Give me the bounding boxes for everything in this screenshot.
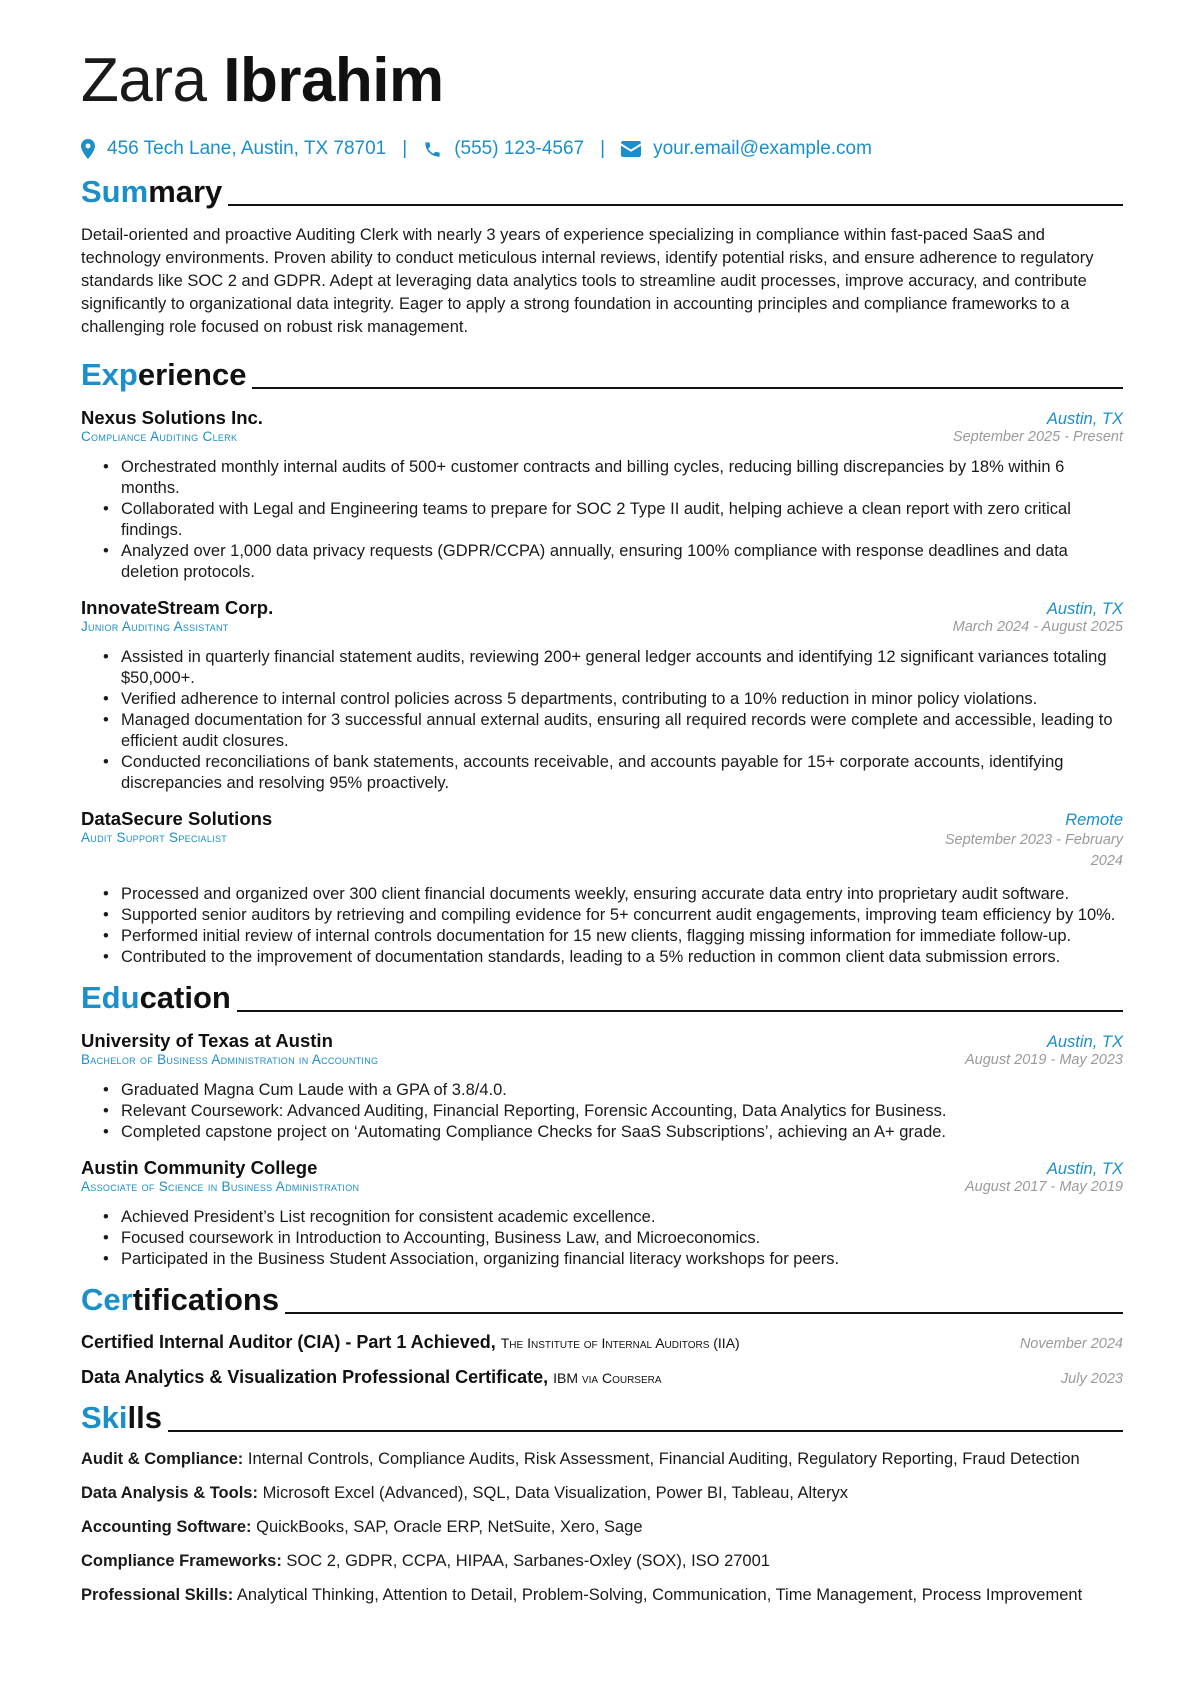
- phone-text: (555) 123-4567: [454, 138, 585, 159]
- section-title-accent: Exp: [81, 357, 138, 392]
- skill-value: Analytical Thinking, Attention to Detail, Problem-Solving, Communication, Time Management, Process Improvement: [236, 1586, 1083, 1604]
- certification-name: Data Analytics & Visualization Professional Certificate: [81, 1367, 544, 1387]
- certification-issuer: IBM via Coursera: [553, 1370, 662, 1386]
- section-title: [81, 1282, 279, 1318]
- bullet-item: • Collaborated with Legal and Engineering teams to prepare for SOC 2 Type II audit, helping achieve a clean report with zero critical findings.: [121, 499, 1123, 541]
- entry-location: Austin, TX: [1046, 410, 1123, 428]
- bullet-item: • Assisted in quarterly financial statement audits, reviewing 200+ general ledger accounts and identifying 12 significant variances totaling $50,000+.: [121, 647, 1123, 689]
- school-name: Austin Community College: [81, 1157, 318, 1178]
- entry-dates: August 2017 - May 2019: [965, 1179, 1123, 1195]
- section-rule: [285, 1312, 1123, 1314]
- job-title: Junior Auditing Assistant: [81, 619, 229, 634]
- bullet-item: • Achieved President’s List recognition for consistent academic excellence.: [121, 1207, 1123, 1228]
- entry-dates: August 2019 - May 2023: [965, 1052, 1123, 1068]
- email-item[interactable]: [621, 138, 872, 160]
- resume-content: [81, 40, 1123, 1606]
- address-item: [81, 138, 386, 160]
- degree-title: Associate of Science in Business Administration: [81, 1179, 360, 1194]
- summary-text: Detail-oriented and proactive Auditing Clerk with nearly 3 years of experience specializing in compliance within fast-paced SaaS and technology environments. Proven ability to conduct meticulous internal reviews, identify potential risks, and ensure adherence to regulatory standards like SOC 2 and GDPR. Adept at leveraging data analytics tools to streamline audit processes, improve accuracy, and contribute significantly to organizational data integrity. Eager to apply a strong foundation in accounting principles and compliance frameworks to a challenging role focused on robust risk management.: [81, 226, 1094, 336]
- bullet-item: • Analyzed over 1,000 data privacy requests (GDPR/CCPA) annually, ensuring 100% compliance with response deadlines and data deletion protocols.: [121, 541, 1123, 583]
- first-name: Zara: [81, 46, 207, 115]
- section-title-accent: Edu: [81, 980, 140, 1015]
- section-title-accent: Cer: [81, 1282, 133, 1317]
- bullet-item: • Orchestrated monthly internal audits of 500+ customer contracts and billing cycles, reducing billing discrepancies by 18% within 6 months.: [121, 457, 1123, 499]
- skill-value: SOC 2, GDPR, CCPA, HIPAA, Sarbanes-Oxley (SOX), ISO 27001: [286, 1552, 770, 1570]
- employer-name: DataSecure Solutions: [81, 808, 273, 829]
- comma: ,: [543, 1367, 554, 1387]
- skill-value: QuickBooks, SAP, Oracle ERP, NetSuite, Xero, Sage: [256, 1518, 643, 1536]
- experience-entry: [81, 407, 1123, 583]
- skill-row: [81, 1448, 1123, 1470]
- section-title-accent: Ski: [81, 1400, 128, 1435]
- bullet-item: • Processed and organized over 300 client financial documents weekly, ensuring accurate data entry into proprietary audit software.: [121, 884, 1123, 905]
- section-rule: [168, 1430, 1123, 1432]
- entry-location: Austin, TX: [1046, 1033, 1123, 1051]
- bullet-item: • Performed initial review of internal controls documentation for 15 new clients, flagging missing information for immediate follow-up.: [121, 926, 1123, 947]
- entry-dates: March 2024 - August 2025: [952, 619, 1123, 635]
- skill-label: Professional Skills:: [81, 1586, 234, 1604]
- education-entry: [81, 1030, 1123, 1143]
- education-entry: [81, 1157, 1123, 1270]
- skill-label: Audit & Compliance:: [81, 1450, 244, 1468]
- certification-date: July 2023: [1060, 1371, 1123, 1387]
- skill-label: Data Analysis & Tools:: [81, 1484, 258, 1502]
- entry-location: Austin, TX: [1046, 1160, 1123, 1178]
- section-title: [81, 1400, 162, 1436]
- bullet-list: [81, 884, 1123, 968]
- skill-row: [81, 1584, 1123, 1606]
- summary-heading: [81, 170, 1123, 210]
- bullet-item: • Conducted reconciliations of bank statements, accounts receivable, and accounts payable for 15+ corporate accounts, identifying discrepancies and resolving 95% proactively.: [121, 752, 1123, 794]
- section-title-accent: Sum: [81, 174, 149, 209]
- bullet-item: • Verified adherence to internal control policies across 5 departments, contributing to a 10% reduction in minor policy violations.: [121, 689, 1123, 710]
- bullet-list: [81, 1080, 1123, 1143]
- envelope-icon: [621, 141, 641, 157]
- bullet-item: • Completed capstone project on ‘Automating Compliance Checks for SaaS Subscriptions’, achieving an A+ grade.: [121, 1122, 1123, 1143]
- section-rule: [228, 204, 1123, 206]
- contact-bar: [81, 136, 1123, 162]
- skill-label: Compliance Frameworks:: [81, 1552, 282, 1570]
- skill-value: Microsoft Excel (Advanced), SQL, Data Visualization, Power BI, Tableau, Alteryx: [262, 1484, 848, 1502]
- experience-heading: [81, 353, 1123, 393]
- bullet-item: • Focused coursework in Introduction to Accounting, Business Law, and Microeconomics.: [121, 1228, 1123, 1249]
- certification-entry: [81, 1332, 1123, 1353]
- school-name: University of Texas at Austin: [81, 1030, 333, 1051]
- bullet-list: [81, 457, 1123, 583]
- skills-heading: [81, 1396, 1123, 1436]
- email-link[interactable]: your.email@example.com: [653, 138, 872, 159]
- section-title-rest: mary: [148, 174, 223, 209]
- phone-icon: [423, 140, 442, 159]
- section-rule: [237, 1010, 1123, 1012]
- job-title: Compliance Auditing Clerk: [81, 429, 238, 444]
- contact-separator: |: [402, 138, 408, 159]
- skill-value: Internal Controls, Compliance Audits, Risk Assessment, Financial Auditing, Regulatory Reporting, Fraud Detection: [247, 1450, 1080, 1468]
- experience-entry: [81, 808, 1123, 968]
- experience-entry: [81, 597, 1123, 794]
- comma: ,: [490, 1332, 501, 1352]
- certification-date: November 2024: [1019, 1336, 1123, 1352]
- certification-issuer: The Institute of Internal Auditors (IIA): [500, 1335, 740, 1351]
- map-pin-icon: [81, 139, 95, 159]
- section-title: [81, 357, 246, 393]
- bullet-item: • Supported senior auditors by retrieving and compiling evidence for 5+ concurrent audit engagements, improving team efficiency by 10%.: [121, 905, 1123, 926]
- skill-row: [81, 1482, 1123, 1504]
- candidate-name: [81, 40, 1123, 122]
- bullet-item: • Participated in the Business Student Association, organizing financial literacy workshops for peers.: [121, 1249, 1123, 1270]
- entry-dates: September 2023 - February 2024: [944, 832, 1123, 869]
- section-title-rest: tifications: [132, 1282, 280, 1317]
- entry-location: Remote: [1065, 811, 1123, 829]
- bullet-item: • Graduated Magna Cum Laude with a GPA of 3.8/4.0.: [121, 1080, 1123, 1101]
- bullet-item: • Relevant Coursework: Advanced Auditing, Financial Reporting, Forensic Accounting, Data Analytics for Business.: [121, 1101, 1123, 1122]
- bullet-item: • Contributed to the improvement of documentation standards, leading to a 5% reduction in common client data submission errors.: [121, 947, 1123, 968]
- bullet-item: • Managed documentation for 3 successful annual external audits, ensuring all required records were complete and accessible, leading to efficient audit closures.: [121, 710, 1123, 752]
- address-text: 456 Tech Lane, Austin, TX 78701: [107, 138, 387, 159]
- section-title: [81, 980, 231, 1016]
- certification-entry: [81, 1367, 1123, 1388]
- certifications-heading: [81, 1278, 1123, 1318]
- employer-name: Nexus Solutions Inc.: [81, 407, 263, 428]
- education-heading: [81, 976, 1123, 1016]
- phone-item: [423, 138, 584, 160]
- skill-label: Accounting Software:: [81, 1518, 252, 1536]
- section-title-rest: lls: [127, 1400, 162, 1435]
- entry-dates: September 2025 - Present: [952, 429, 1123, 445]
- employer-name: InnovateStream Corp.: [81, 597, 274, 618]
- skill-row: [81, 1516, 1123, 1538]
- degree-title: Bachelor of Business Administration in Accounting: [81, 1052, 379, 1067]
- entry-location: Austin, TX: [1046, 600, 1123, 618]
- bullet-list: [81, 1207, 1123, 1270]
- job-title: Audit Support Specialist: [81, 830, 228, 845]
- certification-name: Certified Internal Auditor (CIA) - Part 1 Achieved: [81, 1332, 491, 1352]
- section-title: [81, 174, 222, 210]
- section-title-rest: erience: [137, 357, 247, 392]
- last-name: Ibrahim: [223, 46, 444, 115]
- bullet-list: [81, 647, 1123, 794]
- section-rule: [252, 387, 1123, 389]
- contact-separator: |: [600, 138, 606, 159]
- section-title-rest: cation: [139, 980, 231, 1015]
- skill-row: [81, 1550, 1123, 1572]
